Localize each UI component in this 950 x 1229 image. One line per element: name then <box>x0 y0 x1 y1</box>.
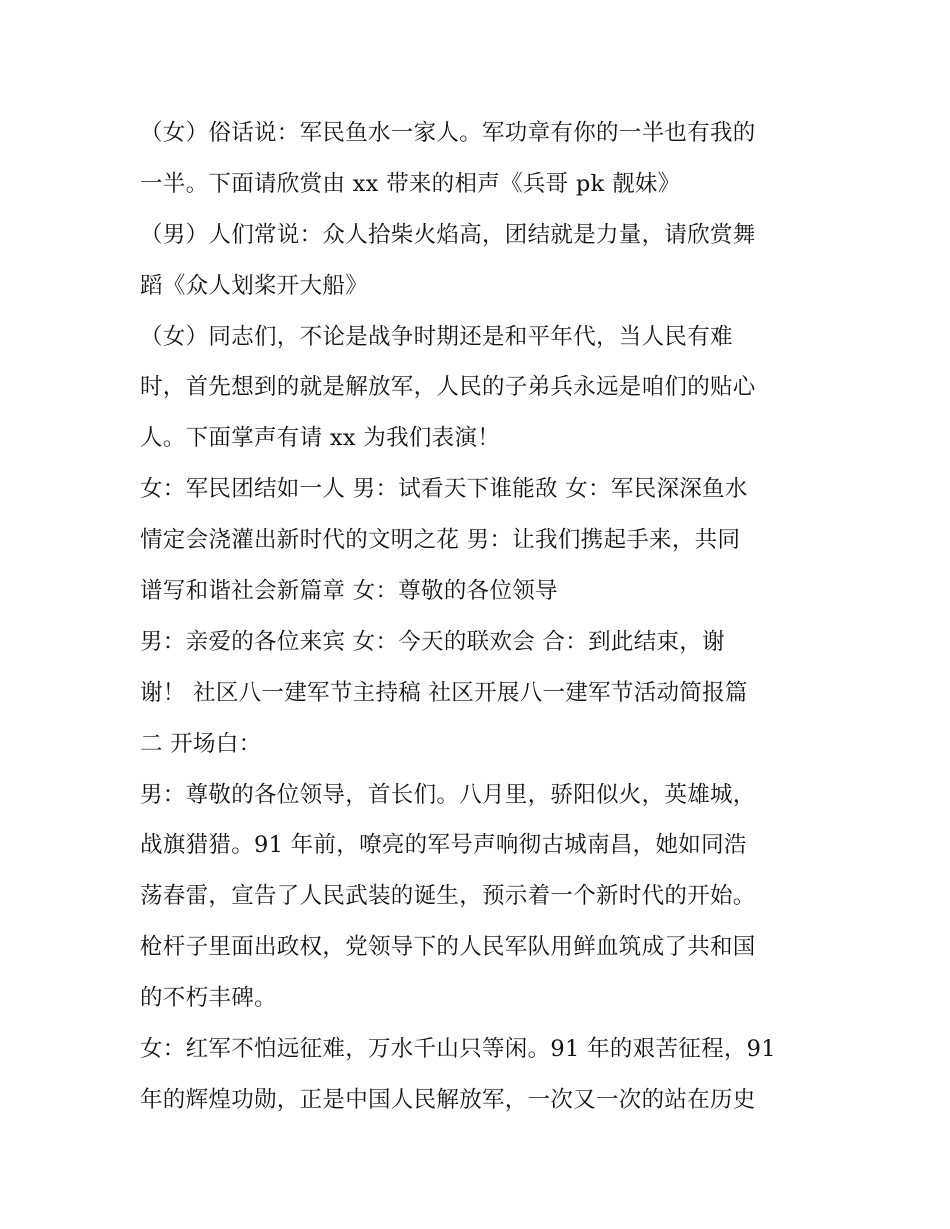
text-line: 男：亲爱的各位来宾 女：今天的联欢会 合：到此结束，谢 <box>140 628 725 655</box>
text-line: （女）俗话说：军民鱼水一家人。军功章有你的一半也有我的 <box>140 120 756 146</box>
text-line: 二 开场白： <box>140 730 262 757</box>
text-line: 时，首先想到的就是解放军，人民的子弟兵永远是咱们的贴心 <box>140 374 756 401</box>
text-line: 一半。下面请欣赏由 xx 带来的相声《兵哥 pk 靓妹》 <box>140 170 681 197</box>
text-line: 蹈《众人划桨开大船》 <box>140 272 369 299</box>
text-line: 谱写和谐社会新篇章 女：尊敬的各位领导 <box>140 578 558 605</box>
document-body <box>140 108 820 1126</box>
text-line: 男：尊敬的各位领导，首长们。八月里，骄阳似火，英雄城， <box>140 781 756 808</box>
text-line: 荡春雷，宣告了人民武装的诞生，预示着一个新时代的开始。 <box>140 883 756 910</box>
text-line: 谢！ 社区八一建军节主持稿 社区开展八一建军节活动简报篇 <box>140 679 748 706</box>
text-line: （男）人们常说：众人拾柴火焰高，团结就是力量，请欣赏舞 <box>140 221 756 248</box>
text-line: 女：军民团结如一人 男：试看天下谁能敌 女：军民深深鱼水 <box>140 476 748 503</box>
text-line: 年的辉煌功勋，正是中国人民解放军，一次又一次的站在历史 <box>140 1086 756 1113</box>
text-line: 的不朽丰碑。 <box>140 985 277 1012</box>
text-line: 战旗猎猎。91 年前，嘹亮的军号声响彻古城南昌，她如同浩 <box>140 832 747 859</box>
text-line: 人。下面掌声有请 xx 为我们表演！ <box>140 425 501 452</box>
text-line: 情定会浇灌出新时代的文明之花 男：让我们携起手来，共同 <box>140 527 741 554</box>
text-line: （女）同志们，不论是战争时期还是和平年代，当人民有难 <box>140 323 733 350</box>
text-line: 女：红军不怕远征难，万水千山只等闲。91 年的艰苦征程，91 <box>140 1036 776 1063</box>
text-line: 枪杆子里面出政权，党领导下的人民军队用鲜血筑成了共和国 <box>140 934 756 961</box>
